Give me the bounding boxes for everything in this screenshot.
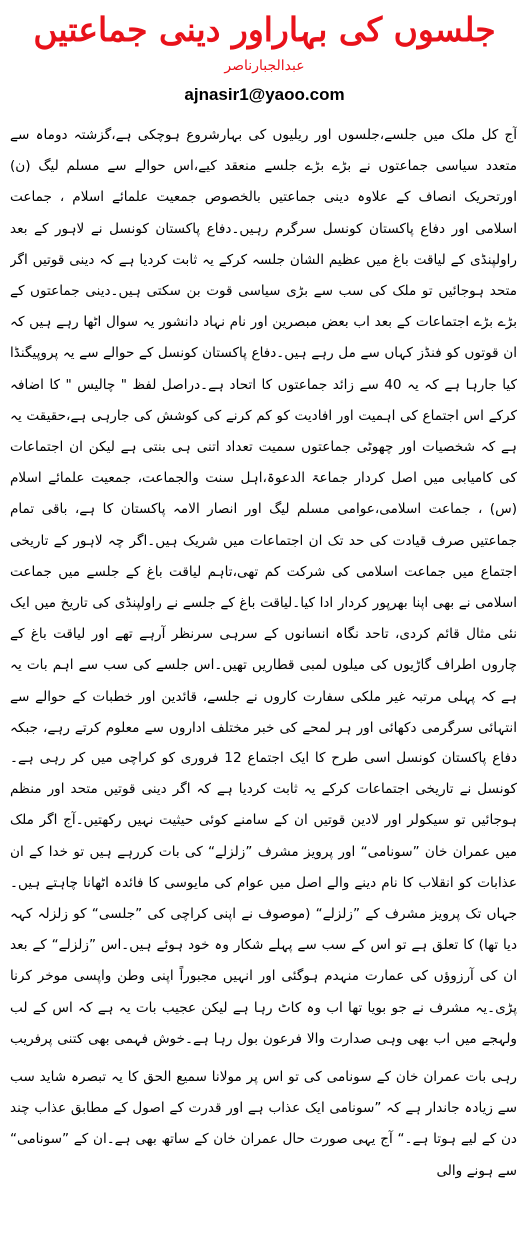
article-title: جلسوں کی بہاراور دینی جماعتیں bbox=[33, 10, 496, 49]
author-byline: عبدالجبارناصر bbox=[224, 58, 305, 74]
article-paragraph: دفاع پاکستان کونسل اسی طرح کا ایک اجتماع 12 فروری کو کراچی میں کر رہی ہے۔کونسل نے تاریخی اجتماعات کرکے یہ ثابت کردیا ہے کہ اگر دینی قوتیں متحد اور منظم ہوجائیں تو سیکولر اور لادین قوتیں ان کے سامنے کوئی حیثیت نہیں رکھتیں۔آج اگر ملک میں عمران خان ”سونامی“ اور پرویز مشرف ”زلزلے“ کی بات کررہے ہیں تو خدا کے ان عذابات کو انقلاب کا نام دینے والے اصل میں عوام کی مایوسی کا فائدہ اٹھانا چاہتے ہیں۔جہاں تک پرویز مشرف کے ”زلزلے“ (موصوف نے اپنی کراچی کی ”جلسی“ کو زلزلہ کہہ دیا تھا) کا تعلق ہے تو اس کے سب سے پہلے شکار وہ خود ہوئے ہیں۔اس ”زلزلے“ کے بعد ان کی آرزوؤں کی عمارت منہدم ہوگئی اور انہیں مجبوراً اپنی وطن واپسی موخر کرنا پڑی۔یہ مشرف نے جو بویا تھا اب وہ کاٹ رہا ہے لیکن عجیب بات یہ ہے کہ اس کے لب ولہجے میں اب بھی وہی صدارت والا فرعون بول رہا ہے۔خوش فہمی بھی کتنی پرفریب bbox=[10, 750, 517, 1047]
article-paragraph: آج کل ملک میں جلسے،جلسوں اور ریلیوں کی بہارشروع ہوچکی ہے،گزشتہ دوماہ سے متعدد سیاسی جماعتوں نے بڑے بڑے جلسے منعقد کیے،اس حوالے سے مسلم لیگ (ن) اورتحریک انصاف کے علاوہ دینی جماعتیں بالخصوص جمعیت علمائے اسلام ، جماعت اسلامی اور دفاع پاکستان کونسل سرگرم رہیں۔دفاع پاکستان کونسل نے لاہور کے بعد راولپنڈی کے لیاقت باغ میں عظیم الشان جلسہ کرکے یہ ثابت کردیا ہے کہ دینی قوتیں اگر متحد ہوجائیں تو ملک کی سب سے بڑی سیاسی قوت بن سکتی ہیں۔دینی جماعتوں کے بڑے بڑے اجتماعات کے بعد اب بعض مبصرین اور نام نہاد دانشور یہ سوال اٹھا رہے ہیں کہ ان قوتوں کو فنڈز کہاں سے مل رہے ہیں۔دفاع پاکستان کونسل کے حوالے سے یہ پروپیگنڈا کیا جارہا ہے کہ یہ 40 سے زائد جماعتوں کا اتحاد ہے۔دراصل لفظ " چالیس " کا اضافہ کرکے اس اجتماع کی اہمیت اور افادیت کو کم کرنے کی کوشش کی جارہی ہے،حقیقت یہ ہے کہ شخصیات اور چھوٹی جماعتوں سمیت تعداد اتنی ہی بنتی ہے لیکن ان اجتماعات کی کامیابی میں اصل کردار جماعۃ الدعوۃ،اہل سنت والجماعت، جمعیت علمائے اسلام (س) ، جماعت اسلامی،عوامی مسلم لیگ اور انصار الامہ پاکستان کا ہے، باقی تمام جماعتیں صرف قیادت کی حد تک ان اجتماعات میں شریک ہیں۔اگر چہ لاہور کے تاریخی اجتماع میں جماعت اسلامی کی شرکت کم تھی،تاہم لیاقت باغ کے جلسے میں جماعت اسلامی نے بھی اپنا بھرپور کردار ادا کیا۔لیاقت باغ کے جلسے نے راولپنڈی کی تاریخ میں ایک نئی مثال قائم کردی، تاحد نگاہ انسانوں کے سرہی سرنظر آرہے تھے اور لیاقت باغ کے چاروں اطراف گاڑیوں کی میلوں لمبی قطاریں تھیں۔اس جلسے کی سب سے اہم بات یہ ہے کہ پہلی مرتبہ غیر ملکی سفارت کاروں نے جلسے، قائدین اور خطبات کے حوالے سے انتہائی سرگرمی دکھائی اور ہر لمحے کی خبر مختلف اداروں سے معلوم کرتے رہے، جبکہ bbox=[10, 127, 517, 736]
article-paragraph: رہی بات عمران خان کے سونامی کی تو اس پر مولانا سمیع الحق کا یہ تبصرہ شاید سب سے زیادہ جاندار ہے کہ ”سونامی ایک عذاب ہے اور قدرت کے اصول کے مطابق عذاب چند دن کے لیے ہوتا ہے۔“ آج یہی صورت حال عمران خان کے ساتھ بھی ہے۔ان کے ”سونامی“ سے ہونے والی bbox=[10, 1069, 517, 1179]
author-email: ajnasir1@yaoo.com bbox=[184, 85, 345, 104]
